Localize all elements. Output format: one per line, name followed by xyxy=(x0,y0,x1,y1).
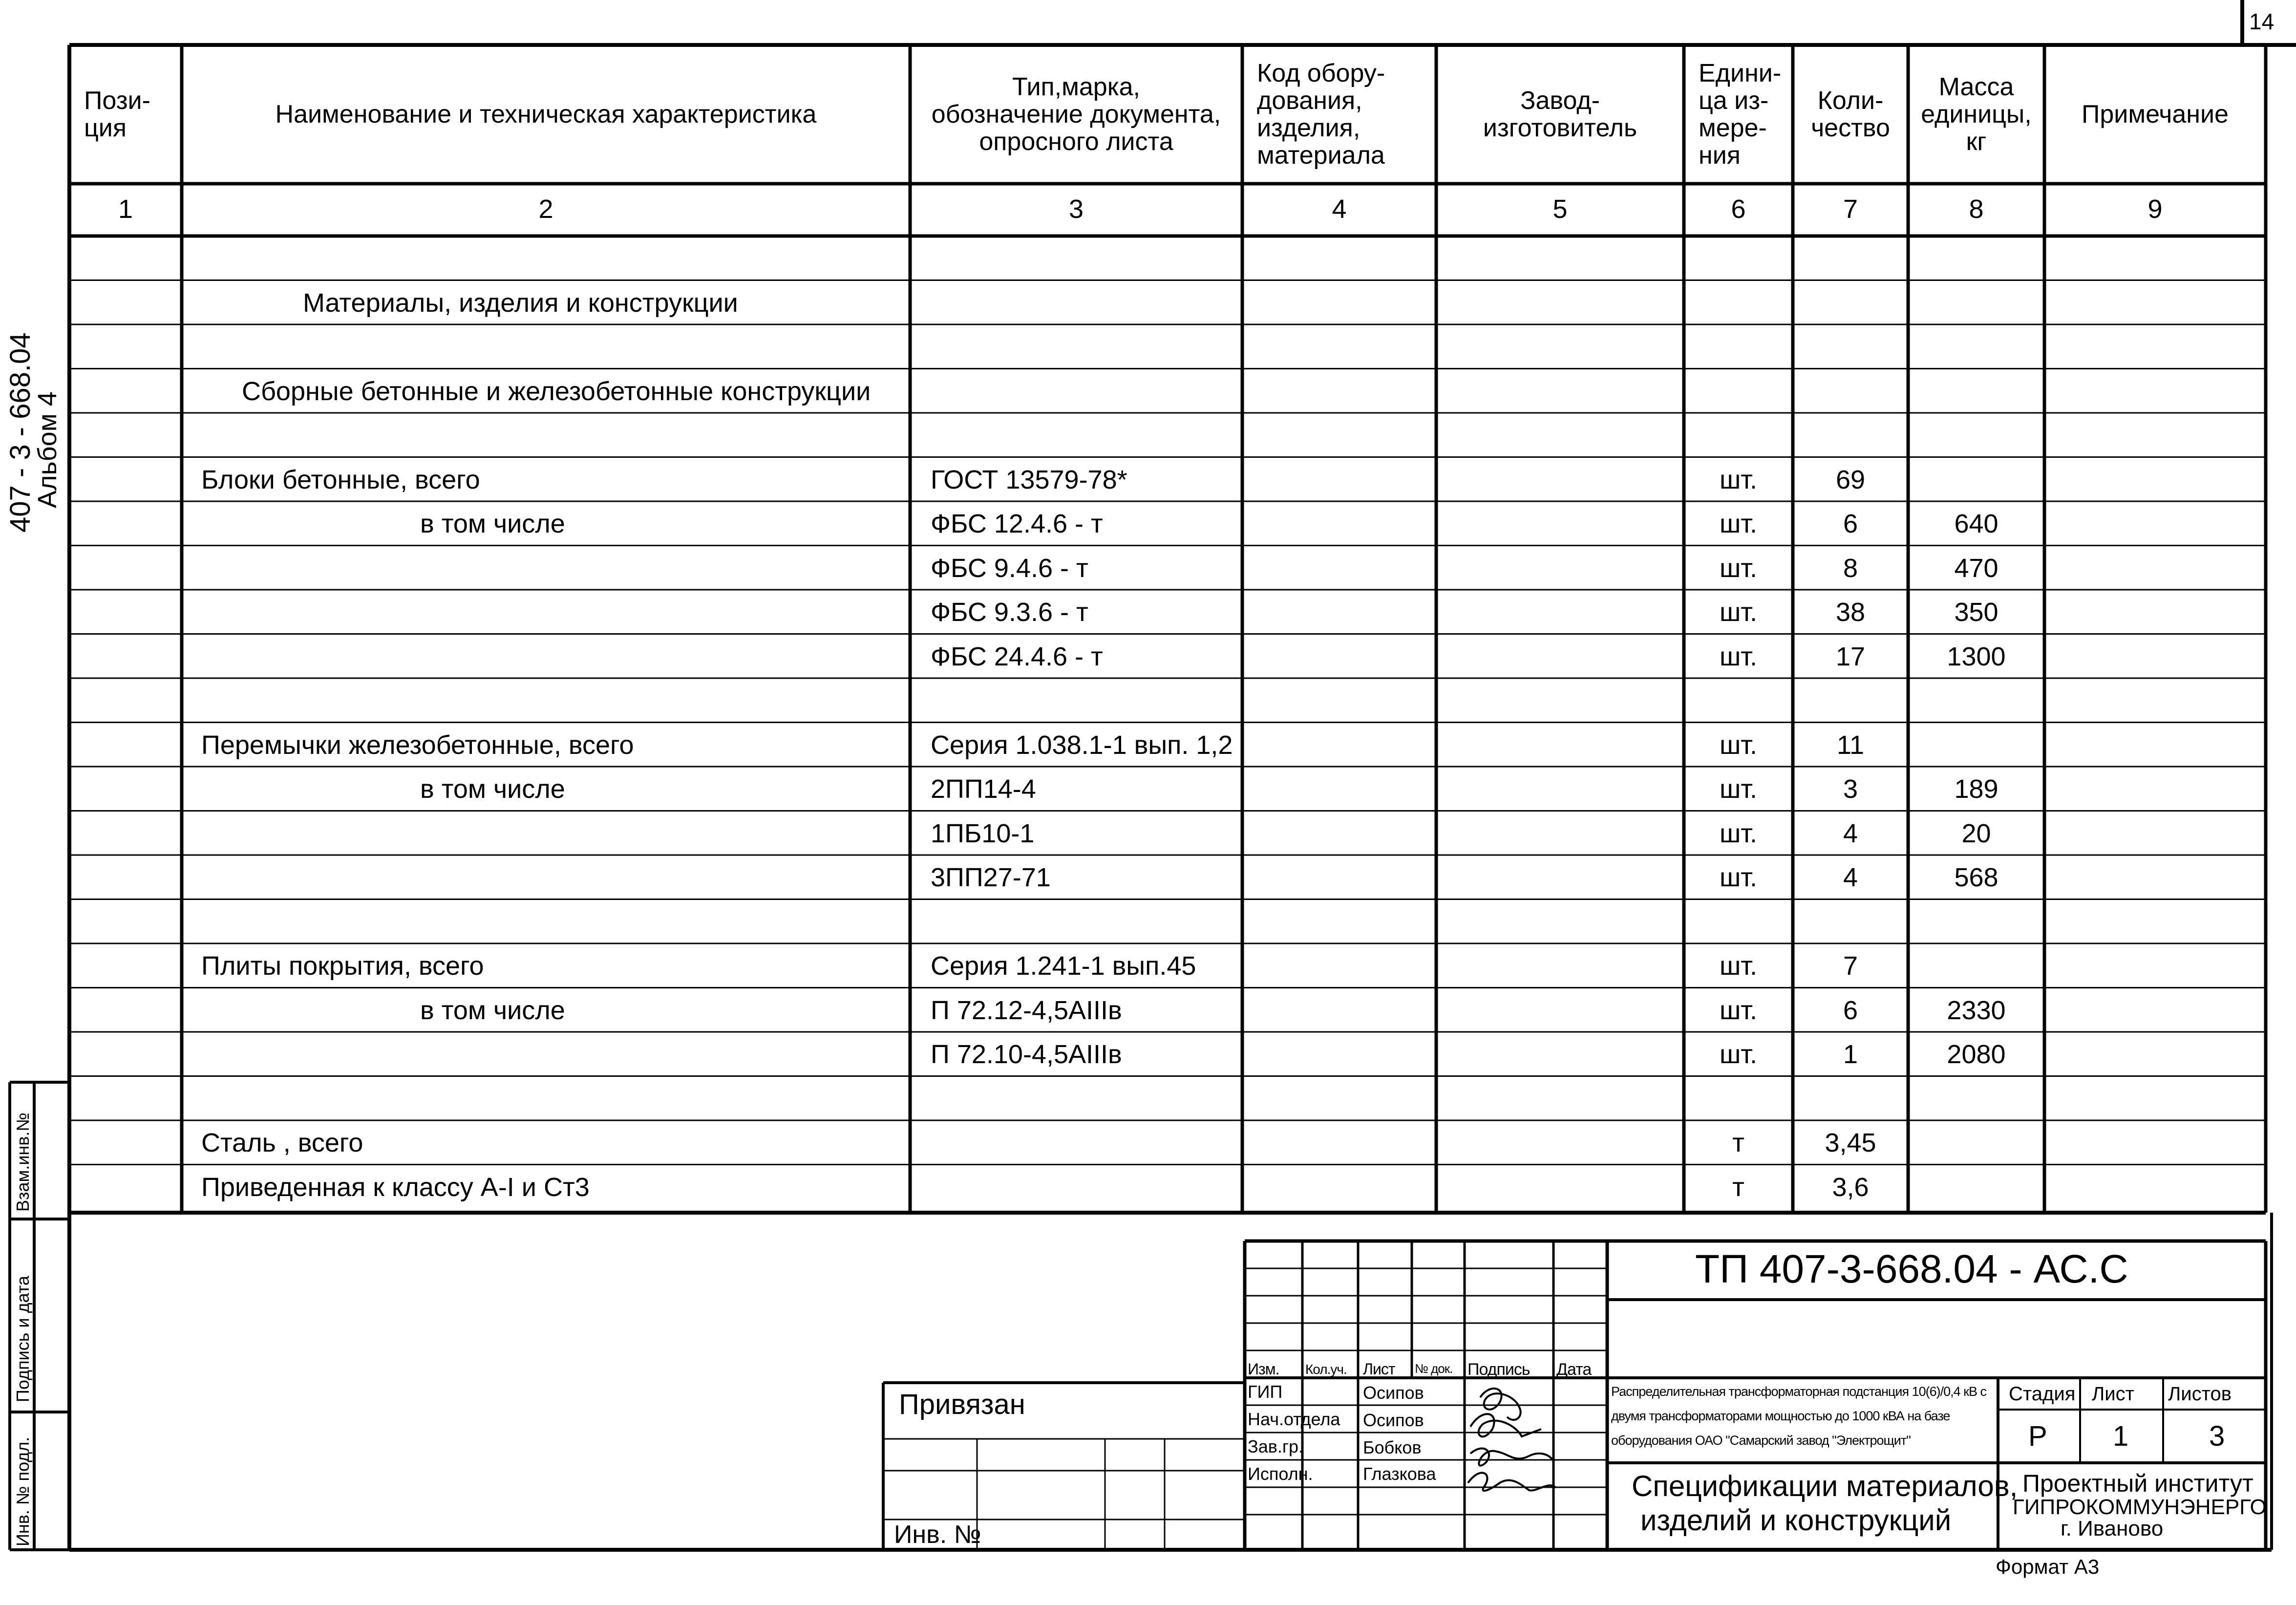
org-line-2: ГИПРОКОММУНЭНЕРГО xyxy=(2013,1495,2267,1519)
col-number-1: 1 xyxy=(118,194,133,224)
row-qty: 69 xyxy=(1835,465,1866,494)
row-qty: 4 xyxy=(1843,818,1858,848)
row-type: П 72.12-4,5АIIIв xyxy=(931,995,1122,1025)
project-line-2: двумя трансформаторами мощностью до 1000 кВА на базе xyxy=(1611,1409,1950,1423)
row-mass: 20 xyxy=(1961,818,1991,848)
stamp-podpis-data: Подпись и дата xyxy=(13,1276,33,1402)
row-qty: 7 xyxy=(1843,951,1858,981)
header-pos: Пози- ция xyxy=(84,86,150,142)
sheet-label: Лист xyxy=(2092,1383,2134,1405)
sheets-label: Листов xyxy=(2168,1383,2232,1405)
row-name: в том числе xyxy=(420,509,565,538)
row-type: 3ПП27-71 xyxy=(931,863,1051,892)
row-unit: т xyxy=(1732,1172,1744,1202)
sig-header-podpis: Подпись xyxy=(1467,1360,1530,1379)
row-name: Плиты покрытия, всего xyxy=(201,951,484,981)
org-line-3: г. Иваново xyxy=(2061,1517,2164,1541)
row-type: Серия 1.038.1-1 вып. 1,2 xyxy=(931,730,1233,760)
row-qty: 38 xyxy=(1835,598,1866,627)
org-line-1: Проектный институт xyxy=(2022,1470,2253,1497)
stamp-inv-podl: Инв. № подл. xyxy=(13,1436,33,1546)
sig-header-list: Лист xyxy=(1363,1360,1395,1378)
row-qty: 3 xyxy=(1843,774,1858,804)
col-number-4: 4 xyxy=(1332,194,1347,224)
row-unit: шт. xyxy=(1719,509,1758,538)
row-qty: 1 xyxy=(1843,1040,1858,1069)
page-number: 14 xyxy=(2249,9,2275,34)
row-type: 1ПБ10-1 xyxy=(931,818,1035,848)
header-maker: Завод- изготовитель xyxy=(1483,86,1637,142)
sig-header-izm: Изм. xyxy=(1248,1360,1279,1378)
sig-header-ndok: № док. xyxy=(1415,1361,1453,1376)
row-unit: шт. xyxy=(1719,730,1758,760)
row-type: ФБС 9.3.6 - т xyxy=(931,598,1088,627)
row-name: в том числе xyxy=(420,774,565,804)
doc-code: ТП 407-3-668.04 - АС.С xyxy=(1695,1247,2128,1291)
col-number-2: 2 xyxy=(538,194,553,224)
side-album: Альбом 4 xyxy=(33,391,62,508)
row-name: Материалы, изделия и конструкции xyxy=(303,288,738,318)
sig-header-data: Дата xyxy=(1556,1360,1592,1379)
role-gip: ГИП xyxy=(1248,1382,1283,1402)
row-unit: шт. xyxy=(1719,774,1758,804)
row-mass: 2330 xyxy=(1947,995,2006,1025)
row-type: П 72.10-4,5АIIIв xyxy=(931,1040,1122,1069)
row-qty: 11 xyxy=(1836,730,1865,760)
format-label: Формат А3 xyxy=(1996,1555,2100,1578)
role-nach-otdela: Нач.отдела xyxy=(1248,1409,1340,1429)
row-unit: т xyxy=(1732,1128,1744,1157)
col-number-7: 7 xyxy=(1843,194,1858,224)
name-nach-otdela: Осипов xyxy=(1363,1410,1424,1430)
row-unit: шт. xyxy=(1719,951,1758,981)
project-line-3: оборудования ОАО "Самарский завод "Электрощит" xyxy=(1611,1433,1911,1448)
project-line-1: Распределительная трансформаторная подстанция 10(6)/0,4 кВ с xyxy=(1611,1384,1986,1399)
sig-header-koluch: Кол.уч. xyxy=(1305,1362,1347,1377)
row-type: ФБС 12.4.6 - т xyxy=(931,509,1103,538)
row-unit: шт. xyxy=(1719,1040,1758,1069)
header-mass: Масса единицы, кг xyxy=(1921,73,2032,156)
col-number-9: 9 xyxy=(2147,194,2163,224)
stamp-vzam-inv: Взам.инв.№ xyxy=(13,1112,33,1212)
row-mass: 470 xyxy=(1954,553,1998,583)
stage-label: Стадия xyxy=(2009,1383,2076,1405)
row-type: ГОСТ 13579-78* xyxy=(931,465,1127,494)
col-number-6: 6 xyxy=(1731,194,1746,224)
row-name: Сталь , всего xyxy=(201,1128,363,1157)
row-qty: 17 xyxy=(1835,642,1866,671)
row-type: ФБС 24.4.6 - т xyxy=(931,642,1103,671)
row-mass: 568 xyxy=(1954,863,1998,892)
header-unit: Едини- ца из- мере- ния xyxy=(1699,59,1782,170)
privyazan-label: Привязан xyxy=(899,1389,1025,1420)
row-type: Серия 1.241-1 вып.45 xyxy=(931,951,1196,981)
row-name: Блоки бетонные, всего xyxy=(201,465,480,494)
row-name: в том числе xyxy=(420,995,565,1025)
row-mass: 640 xyxy=(1954,509,1998,538)
row-unit: шт. xyxy=(1719,598,1758,627)
side-code: 407 - 3 - 668.04 xyxy=(4,332,36,533)
sheet-value: 1 xyxy=(2113,1420,2129,1452)
signatures xyxy=(1468,1389,1556,1491)
name-ispoln: Глазкова xyxy=(1363,1464,1436,1484)
role-ispoln: Исполн. xyxy=(1248,1464,1313,1484)
header-code: Код обору- дования, изделия, материала xyxy=(1257,59,1385,170)
row-unit: шт. xyxy=(1719,465,1758,494)
doc-title-line-2: изделий и конструкций xyxy=(1640,1504,1952,1537)
row-mass: 350 xyxy=(1954,598,1998,627)
header-qty: Коли- чество xyxy=(1811,86,1890,142)
row-name: Приведенная к классу А-I и Ст3 xyxy=(201,1172,590,1202)
col-number-5: 5 xyxy=(1552,194,1568,224)
row-unit: шт. xyxy=(1719,995,1758,1025)
row-qty: 8 xyxy=(1843,553,1858,583)
header-note: Примечание xyxy=(2082,100,2229,128)
row-qty: 3,45 xyxy=(1825,1128,1876,1157)
row-name: Сборные бетонные и железобетонные конструкции xyxy=(242,376,871,406)
row-type: ФБС 9.4.6 - т xyxy=(931,553,1088,583)
row-qty: 3,6 xyxy=(1832,1172,1869,1202)
row-unit: шт. xyxy=(1719,863,1758,892)
col-number-3: 3 xyxy=(1068,194,1084,224)
stage-value: Р xyxy=(2028,1420,2047,1452)
row-name: Перемычки железобетонные, всего xyxy=(201,730,634,760)
row-qty: 6 xyxy=(1843,509,1858,538)
col-number-8: 8 xyxy=(1969,194,1984,224)
header-name: Наименование и техническая характеристика xyxy=(275,100,817,128)
row-unit: шт. xyxy=(1719,553,1758,583)
role-zav-gr: Зав.гр. xyxy=(1248,1436,1304,1456)
name-gip: Осипов xyxy=(1363,1383,1424,1403)
sheets-value: 3 xyxy=(2209,1420,2225,1452)
row-mass: 2080 xyxy=(1947,1040,2006,1069)
row-qty: 6 xyxy=(1843,995,1858,1025)
name-zav-gr: Бобков xyxy=(1363,1437,1422,1457)
header-type: Тип,марка, обозначение документа, опросного листа xyxy=(931,73,1221,156)
row-qty: 4 xyxy=(1843,863,1858,892)
row-mass: 1300 xyxy=(1947,642,2006,671)
row-unit: шт. xyxy=(1719,642,1758,671)
row-unit: шт. xyxy=(1719,818,1758,848)
doc-title-line-1: Спецификации материалов, xyxy=(1632,1470,2018,1502)
row-type: 2ПП14-4 xyxy=(931,774,1036,804)
inv-no-label: Инв. № xyxy=(894,1520,981,1549)
row-mass: 189 xyxy=(1954,774,1998,804)
